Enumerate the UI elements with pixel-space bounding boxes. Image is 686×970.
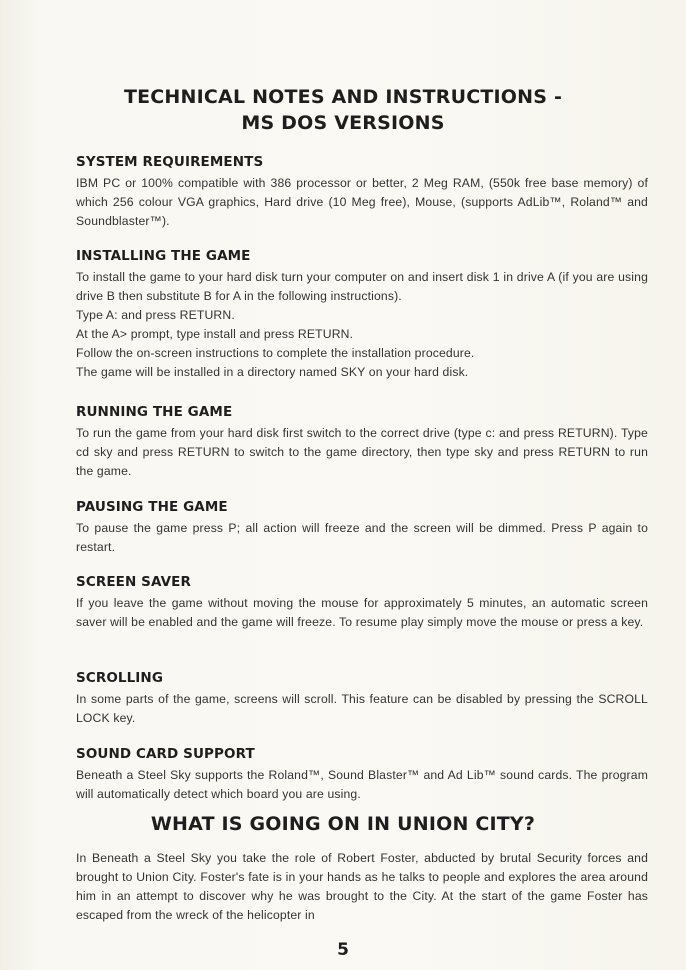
section-body: If you leave the game without moving the mouse for approximately 5 minutes, an automatic screen saver will be enabled and the game will freeze. To resume play simply move the mouse or press a key. (76, 596, 648, 629)
section-system-requirements (76, 152, 648, 231)
section-scrolling (76, 668, 648, 728)
section-heading: PAUSING THE GAME (76, 499, 228, 515)
union-city-title: WHAT IS GOING ON IN UNION CITY? (150, 813, 536, 835)
section-heading: SYSTEM REQUIREMENTS (76, 154, 264, 170)
page-title-line-2: MS DOS VERSIONS (241, 112, 445, 134)
section-line: At the A> prompt, type install and press RETURN. (76, 327, 354, 341)
section-sound-card-support (76, 744, 648, 804)
section-heading: SCROLLING (76, 670, 164, 686)
section-line: To install the game to your hard disk turn your computer on and insert disk 1 in drive A (if you are using drive B then substitute B for A in the following instructions). (76, 270, 648, 303)
section-line: Type A: and press RETURN. (76, 308, 235, 322)
page-number: 5 (337, 940, 349, 960)
section-body: To run the game from your hard disk first switch to the correct drive (type c: and press RETURN). Type cd sky and press RETURN to switch to the game directory, then type sky and press RETURN to run the game. (76, 426, 648, 478)
section-body: To pause the game press P; all action will freeze and the screen will be dimmed. Press P again to restart. (76, 521, 648, 554)
page-title-line-1: TECHNICAL NOTES AND INSTRUCTIONS - (123, 86, 563, 108)
section-body: IBM PC or 100% compatible with 386 processor or better, 2 Meg RAM, (550k free base memory) of which 256 colour VGA graphics, Hard drive (10 Meg free), Mouse, (supports AdLib™, Roland™ and Soundblaster™). (76, 176, 648, 228)
section-screen-saver (76, 572, 648, 632)
section-pausing-the-game (76, 497, 648, 557)
section-heading: SCREEN SAVER (76, 574, 191, 590)
section-line: Follow the on-screen instructions to complete the installation procedure. (76, 346, 475, 360)
section-line: The game will be installed in a directory named SKY on your hard disk. (76, 365, 469, 379)
section-body: Beneath a Steel Sky supports the Roland™, Sound Blaster™ and Ad Lib™ sound cards. The program will automatically detect which board you are using. (76, 768, 648, 801)
section-body: In Beneath a Steel Sky you take the role of Robert Foster, abducted by brutal Security forces and brought to Union City. Foster's fate is in your hands as he talks to people and explores the area around him in an attempt to discover why he was brought to the City. At the start of the game Foster has escaped from the wreck of the helicopter in (76, 851, 648, 922)
section-body: In some parts of the game, screens will scroll. This feature can be disabled by pressing the SCROLL LOCK key. (76, 692, 648, 725)
section-heading: RUNNING THE GAME (76, 404, 233, 420)
section-installing-the-game (76, 246, 648, 382)
section-union-city (76, 849, 648, 925)
section-running-the-game (76, 402, 648, 481)
section-heading: INSTALLING THE GAME (76, 248, 251, 264)
section-heading: SOUND CARD SUPPORT (76, 746, 255, 762)
